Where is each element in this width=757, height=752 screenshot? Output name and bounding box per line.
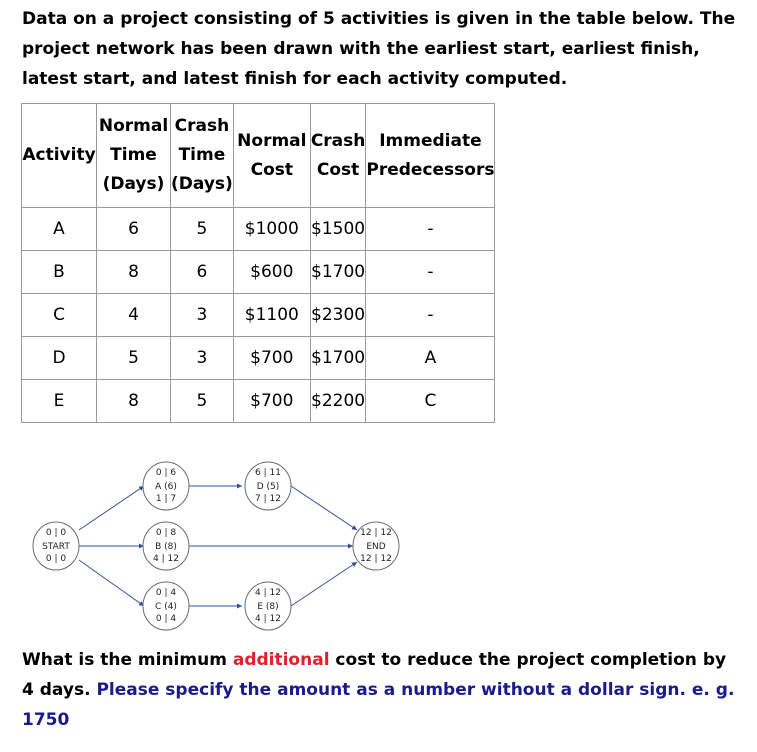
cell-normal-time: 6 (97, 208, 171, 251)
project-network-diagram (0, 450, 757, 640)
header-normal-cost: Normal Cost (233, 104, 310, 208)
cell-predecessors: - (366, 294, 495, 337)
svg-text:4 | 12: 4 | 12 (255, 588, 281, 598)
svg-text:START: START (42, 542, 70, 552)
cell-normal-time: 8 (97, 251, 171, 294)
header-crash-cost: Crash Cost (310, 104, 366, 208)
svg-text:E (8): E (8) (257, 602, 279, 612)
cell-normal-time: 8 (97, 380, 171, 423)
svg-text:B (8): B (8) (155, 542, 177, 552)
table-row (22, 337, 495, 380)
svg-text:6 | 11: 6 | 11 (255, 468, 281, 478)
cell-activity: E (22, 380, 97, 423)
edge-e-end (291, 562, 357, 606)
svg-text:0 | 0: 0 | 0 (45, 528, 67, 538)
cell-predecessors: - (366, 208, 495, 251)
cell-crash-cost: $1700 (310, 337, 366, 380)
cell-normal-cost: $700 (233, 337, 310, 380)
cell-predecessors: A (366, 337, 495, 380)
cell-crash-time: 3 (171, 337, 234, 380)
cell-crash-time: 5 (171, 208, 234, 251)
svg-text:7 | 12: 7 | 12 (255, 494, 281, 504)
svg-text:1 | 7: 1 | 7 (155, 494, 177, 504)
cell-crash-cost: $1700 (310, 251, 366, 294)
svg-text:12 | 12: 12 | 12 (360, 554, 392, 564)
intro-paragraph: Data on a project consisting of 5 activities is given in the table below. The project network has been drawn with the earliest start, earliest finish, latest start, and latest finish for each activity computed. (22, 9, 736, 89)
svg-text:4 | 12: 4 | 12 (255, 614, 281, 624)
svg-text:0 | 4: 0 | 4 (155, 614, 177, 624)
cell-normal-cost: $1100 (233, 294, 310, 337)
cell-activity: A (22, 208, 97, 251)
cell-crash-time: 3 (171, 294, 234, 337)
question-instruction: Please specify the amount as a number without a dollar sign. e. g. 1750 (22, 680, 735, 730)
cell-activity: D (22, 337, 97, 380)
svg-text:12 | 12: 12 | 12 (360, 528, 392, 538)
header-normal-time: Normal Time (Days) (97, 104, 171, 208)
svg-text:0 | 6: 0 | 6 (155, 468, 177, 478)
header-crash-time: Crash Time (Days) (171, 104, 234, 208)
header-activity: Activity (22, 104, 97, 208)
cell-normal-time: 5 (97, 337, 171, 380)
cell-activity: C (22, 294, 97, 337)
svg-text:C (4): C (4) (155, 602, 177, 612)
cell-activity: B (22, 251, 97, 294)
table-row (22, 251, 495, 294)
edge-d-end (291, 486, 357, 530)
cell-normal-cost: $600 (233, 251, 310, 294)
cell-crash-time: 6 (171, 251, 234, 294)
cell-crash-cost: $2200 (310, 380, 366, 423)
svg-text:0 | 8: 0 | 8 (155, 528, 177, 538)
cell-normal-time: 4 (97, 294, 171, 337)
edge-start-a (79, 486, 144, 530)
cell-crash-cost: $1500 (310, 208, 366, 251)
cell-normal-cost: $700 (233, 380, 310, 423)
table-row (22, 294, 495, 337)
svg-text:END: END (366, 542, 386, 552)
cell-normal-cost: $1000 (233, 208, 310, 251)
table-row (22, 380, 495, 423)
svg-text:D (5): D (5) (256, 482, 280, 492)
svg-text:0 | 4: 0 | 4 (155, 588, 177, 598)
table-header-row (22, 104, 495, 208)
cell-predecessors: C (366, 380, 495, 423)
svg-text:4 | 12: 4 | 12 (153, 554, 179, 564)
header-predecessors: Immediate Predecessors (366, 104, 495, 208)
cell-crash-cost: $2300 (310, 294, 366, 337)
activity-table (21, 103, 495, 423)
question-highlight: additional (232, 650, 330, 670)
cell-crash-time: 5 (171, 380, 234, 423)
cell-predecessors: - (366, 251, 495, 294)
edge-start-c (79, 560, 144, 606)
svg-text:A (6): A (6) (155, 482, 177, 492)
question-paragraph: What is the minimum additional cost to reduce the project completion by 4 days. Please specify the amount as a number without a dollar sign. e. g. 1750 (22, 650, 735, 730)
table-row (22, 208, 495, 251)
svg-text:0 | 0: 0 | 0 (45, 554, 67, 564)
